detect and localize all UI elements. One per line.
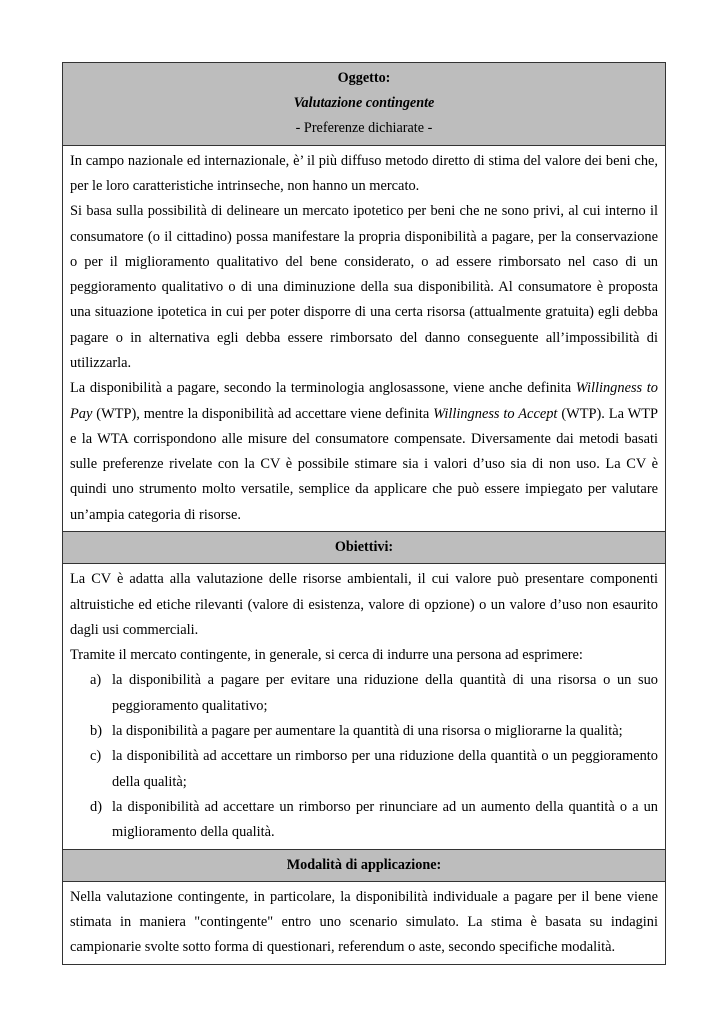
body-cell-modalita — [63, 881, 666, 964]
body-row-obiettivi — [63, 564, 666, 849]
body-cell-oggetto — [63, 145, 666, 531]
header-row-modalita — [63, 849, 666, 881]
paragraph: Si basa sulla possibilità di delineare un mercato ipotetico per beni che ne sono privi, al cui interno il consumatore (o il cittadino) possa manifestare la propria disponibilità a pagare, per la conservazione o per il miglioramento qualitativo del bene considerato, o ad essere rimborsato nel caso di un peggioramento qualitativo o di una diminuzione della sua disponibilità. Al consumatore è proposta una situazione ipotetica in cui per poter disporre di una certa risorsa (attualmente gratuita) egli debba pagare o in alternativa egli debba essere rimborsato del danno conseguente all’impossibilità di utilizzarla. — [70, 203, 658, 371]
list-item-text: la disponibilità ad accettare un rimborso per una riduzione della quantità o un peggioramento della qualità; — [112, 748, 658, 790]
section-note: - Preferenze dichiarate - — [295, 120, 433, 137]
list-item-text: la disponibilità a pagare per aumentare la quantità di una risorsa o migliorarne la qualità; — [112, 723, 623, 740]
body-row-oggetto — [63, 145, 666, 531]
term-willingness-to-pay: Willingness to Pay — [70, 380, 658, 422]
list-item-text: la disponibilità ad accettare un rimborso per rinunciare ad un aumento della quantità o a un miglioramento della qualità. — [112, 798, 658, 841]
paragraph: La CV è adatta alla valutazione delle risorse ambientali, il cui valore può presentare componenti altruistiche ed etiche rilevanti (valore di esistenza, valore di opzione) o un valore d’uso non esaurito dagli usi commerciali. — [70, 571, 658, 638]
paragraph: Nella valutazione contingente, in particolare, la disponibilità individuale a pagare per il bene viene stimata in maniera "contingente" entro uno scenario simulato. La stima è basata su indagini campionarie svolte sotto forma di questionari, referendum o aste, secondo specifiche modalità. — [70, 888, 658, 956]
objectives-list — [70, 668, 658, 845]
list-item-text: la disponibilità a pagare per evitare una riduzione della quantità di una risorsa o un suo peggioramento qualitativo; — [112, 672, 658, 714]
list-marker: a) — [90, 672, 102, 689]
section-title-oggetto: Oggetto: — [337, 70, 391, 86]
term-willingness-to-accept: Willingness to Accept — [433, 405, 558, 422]
list-item — [70, 795, 658, 846]
body-cell-obiettivi — [63, 564, 666, 849]
header-row-obiettivi — [63, 532, 666, 564]
section-title-modalita: Modalità di applicazione: — [63, 849, 666, 881]
header-cell-oggetto — [63, 63, 666, 146]
text-run: (WTP), mentre la disponibilità ad accettare viene definita — [92, 405, 434, 422]
paragraph: Tramite il mercato contingente, in generale, si cerca di indurre una persona ad esprimere: — [70, 647, 583, 664]
text-run: La disponibilità a pagare, secondo la terminologia anglosassone, viene anche definita — [70, 380, 576, 397]
section-subtitle: Valutazione contingente — [293, 95, 435, 112]
list-marker: c) — [90, 748, 102, 765]
list-item — [70, 719, 658, 744]
text-run: (WTP). La WTP e la WTA corrispondono alle misure del consumatore compensate. Diversamente dai metodi basati sulle preferenze rivelate con la CV è possibile stimare sia i valori d’uso sia di non uso. La CV è quindi uno strumento molto versatile, semplice da applicare che può essere impiegato per valutare un’ampia categoria di risorse. — [70, 405, 658, 523]
paragraph: In campo nazionale ed internazionale, è’ il più diffuso metodo diretto di stima del valore dei beni che, per le loro caratteristiche intrinseche, non hanno un mercato. — [70, 152, 658, 194]
section-title-obiettivi: Obiettivi: — [63, 532, 666, 564]
list-marker: d) — [90, 798, 102, 815]
list-item — [70, 744, 658, 795]
paragraph — [70, 376, 658, 528]
body-row-modalita — [63, 881, 666, 964]
list-marker: b) — [90, 723, 102, 740]
document-table — [62, 62, 666, 965]
list-item — [70, 668, 658, 719]
header-row-oggetto — [63, 63, 666, 146]
